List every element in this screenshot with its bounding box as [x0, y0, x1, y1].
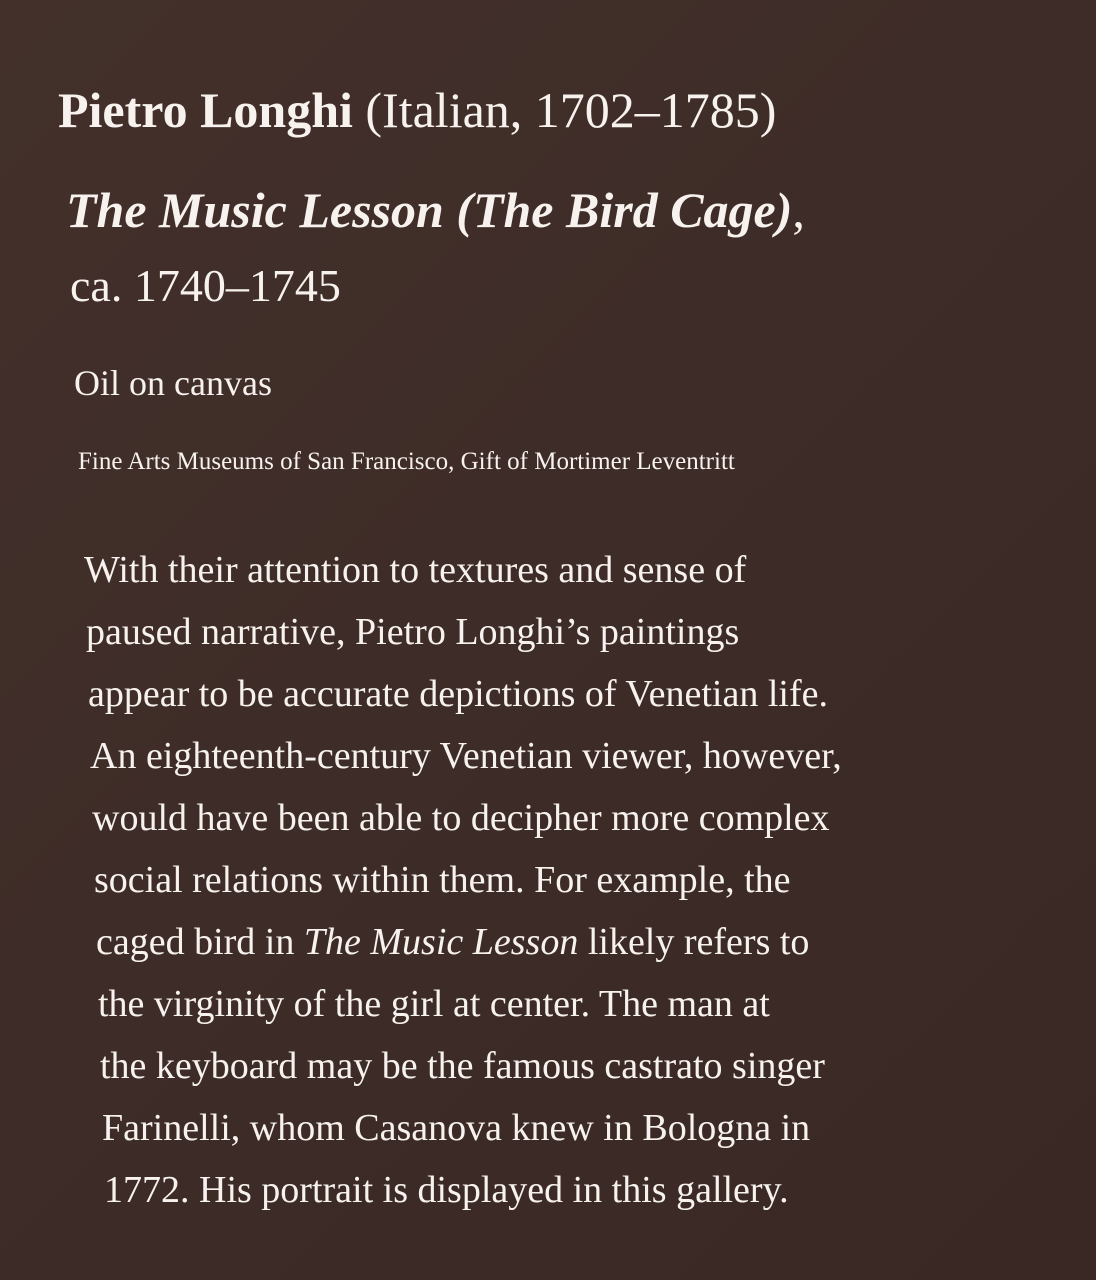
description-line: With their attention to textures and sense of — [84, 549, 747, 591]
description-line — [96, 918, 809, 966]
artwork-date: ca. 1740–1745 — [70, 260, 341, 311]
artist-name: Pietro Longhi — [58, 82, 353, 138]
description-line: appear to be accurate depictions of Venetian life. — [88, 673, 828, 715]
artwork-title-line — [66, 180, 805, 240]
artwork-medium: Oil on canvas — [74, 363, 272, 403]
description-line: An eighteenth-century Venetian viewer, however, — [90, 735, 842, 777]
artist-line — [58, 80, 776, 140]
title-comma: , — [792, 182, 805, 238]
artwork-title: The Music Lesson (The Bird Cage) — [66, 182, 793, 238]
description-line: social relations within them. For example, the — [94, 859, 791, 901]
description-line: the keyboard may be the famous castrato singer — [100, 1045, 825, 1087]
description-line-part: likely refers to — [587, 921, 810, 963]
description-line: 1772. His portrait is displayed in this gallery. — [104, 1169, 789, 1211]
description-line: paused narrative, Pietro Longhi’s paintings — [86, 611, 740, 653]
description-line: Farinelli, whom Casanova knew in Bologna in — [102, 1107, 811, 1149]
artwork-title-italic: The Music Lesson — [303, 921, 579, 963]
description-line: the virginity of the girl at center. The man at — [98, 983, 770, 1025]
description-line: would have been able to decipher more complex — [92, 797, 830, 839]
artist-nationality-dates: (Italian, 1702–1785) — [365, 82, 777, 138]
description-line-part: caged bird in — [96, 921, 295, 963]
credit-line: Fine Arts Museums of San Francisco, Gift of Mortimer Leventritt — [78, 448, 735, 475]
